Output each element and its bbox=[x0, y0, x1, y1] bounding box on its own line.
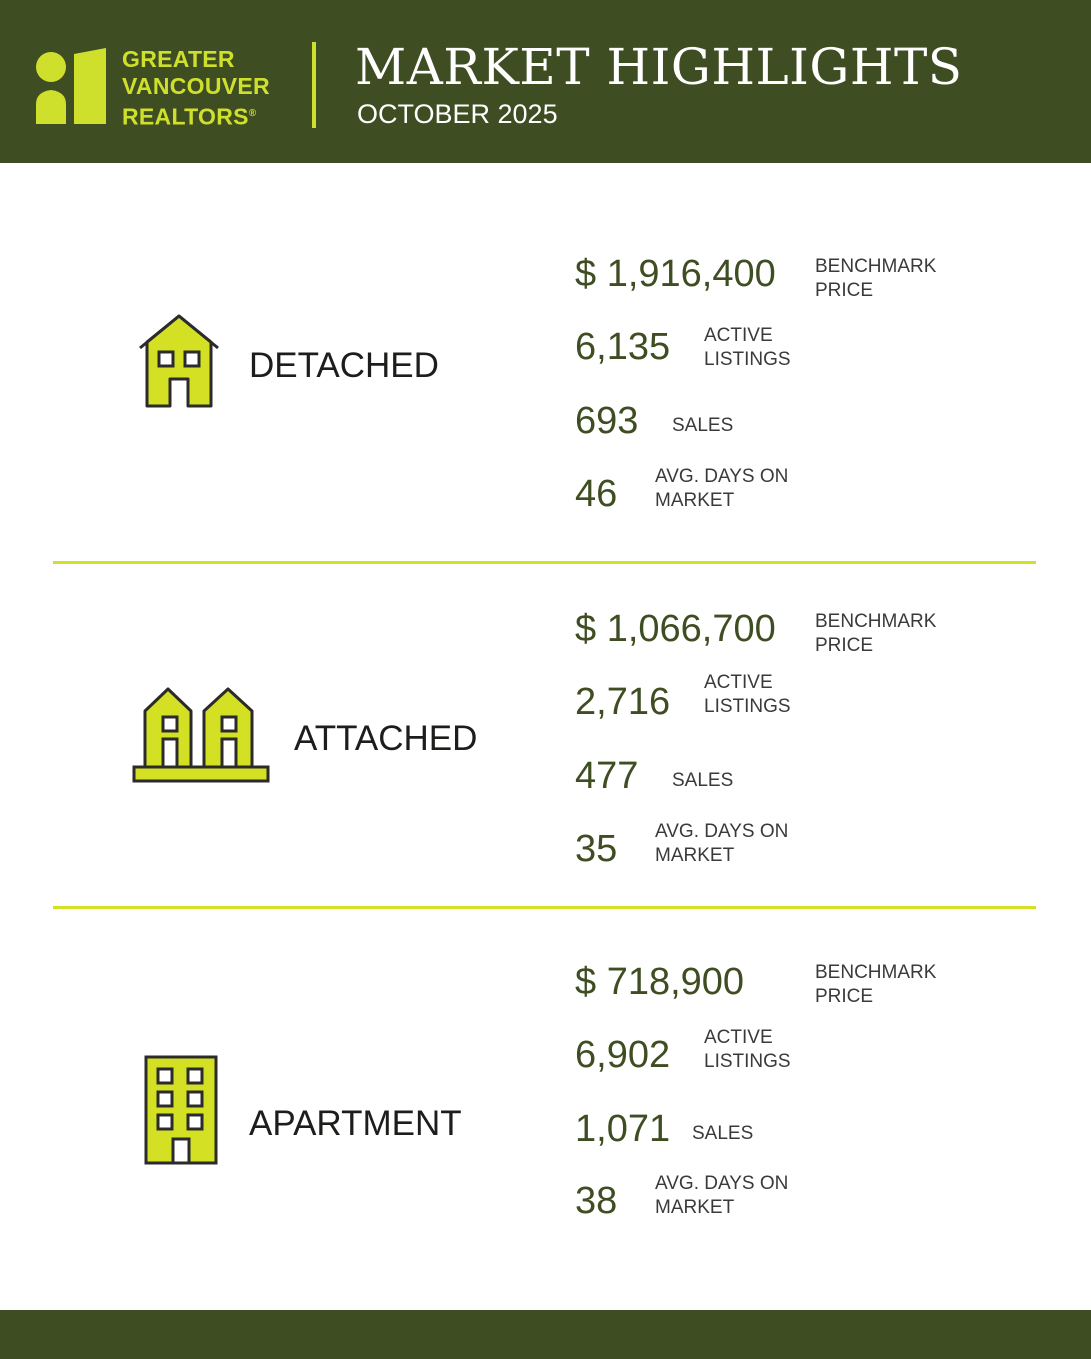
stat-label: SALES bbox=[672, 415, 734, 436]
stat-value: 6,902 bbox=[575, 1034, 671, 1076]
stat-label: AVG. DAYS ON MARKET bbox=[655, 1173, 789, 1218]
stat-label: AVG. DAYS ON MARKET bbox=[655, 821, 789, 866]
house-icon bbox=[138, 314, 220, 408]
footer-bar bbox=[0, 1310, 1091, 1359]
stat-value: 6,135 bbox=[575, 326, 671, 368]
section-attached bbox=[0, 595, 1091, 885]
stat-label: BENCHMARK PRICE bbox=[815, 611, 937, 656]
stat-label: SALES bbox=[672, 770, 734, 791]
brand-line-3: REALTORS® bbox=[122, 103, 257, 130]
stat-label: BENCHMARK PRICE bbox=[815, 256, 937, 301]
realtors-logo-icon bbox=[34, 46, 108, 126]
stat-value: 477 bbox=[575, 755, 639, 797]
stat-label: BENCHMARK PRICE bbox=[815, 962, 937, 1007]
section-detached bbox=[0, 240, 1091, 530]
brand-line-2: VANCOUVER bbox=[122, 73, 270, 99]
page-title: MARKET HIGHLIGHTS bbox=[355, 38, 963, 96]
stat-label: AVG. DAYS ON MARKET bbox=[655, 466, 789, 511]
brand-line-1: GREATER bbox=[122, 46, 235, 72]
stat-value: 35 bbox=[575, 828, 618, 870]
header-banner bbox=[0, 0, 1091, 163]
registered-mark: ® bbox=[248, 108, 257, 119]
stat-value: $ 1,916,400 bbox=[575, 253, 776, 295]
header-divider bbox=[312, 42, 316, 128]
section-apartment bbox=[0, 950, 1091, 1240]
apartment-building-icon bbox=[144, 1055, 218, 1167]
page-subtitle: OCTOBER 2025 bbox=[357, 99, 558, 129]
stat-label: ACTIVE LISTINGS bbox=[704, 672, 791, 717]
category-label: ATTACHED bbox=[294, 719, 478, 758]
stat-value: 2,716 bbox=[575, 681, 671, 723]
category-label: DETACHED bbox=[249, 346, 439, 385]
stat-label: SALES bbox=[692, 1123, 754, 1144]
stat-value: $ 718,900 bbox=[575, 961, 745, 1003]
stat-value: 38 bbox=[575, 1180, 618, 1222]
stat-label: ACTIVE LISTINGS bbox=[704, 325, 791, 370]
section-divider bbox=[53, 906, 1036, 909]
stat-label: ACTIVE LISTINGS bbox=[704, 1027, 791, 1072]
category-label: APARTMENT bbox=[249, 1104, 462, 1143]
brand-wordmark bbox=[122, 46, 302, 131]
stat-value: $ 1,066,700 bbox=[575, 608, 776, 650]
townhouse-icon bbox=[132, 685, 270, 783]
stat-value: 1,071 bbox=[575, 1108, 671, 1150]
stat-value: 693 bbox=[575, 400, 639, 442]
stat-value: 46 bbox=[575, 473, 618, 515]
section-divider bbox=[53, 561, 1036, 564]
